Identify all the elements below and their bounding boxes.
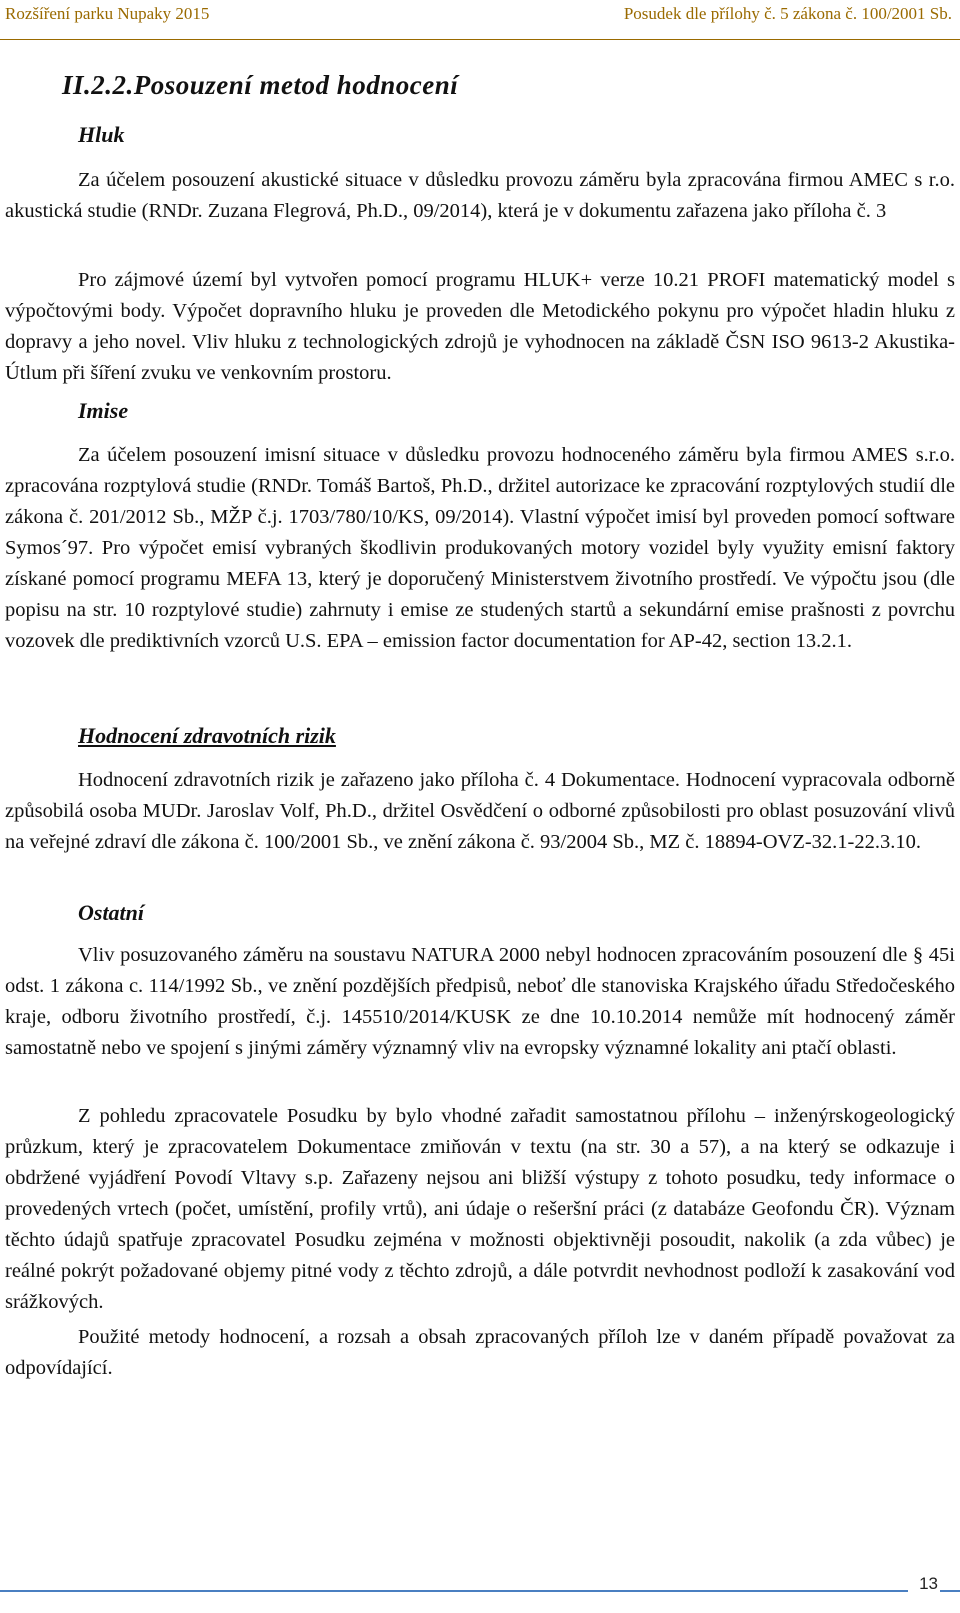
paragraph-ostatni-3-text: Použité metody hodnocení, a rozsah a obsah zpracovaných příloh lze v daném případě považovat za odpovídající. [5,1326,955,1379]
paragraph-hluk-2-text: Pro zájmové území byl vytvořen pomocí programu HLUK+ verze 10.21 PROFI matematický model s výpočtovými body. Výpočet dopravního hluku je proveden dle Metodického pokynu pro výpočet hladin hluku z dopravy a jeho novel. Vliv hluku z technologických zdrojů je vyhodnocen na základě ČSN ISO 9613-2 Akustika-Útlum při šíření zvuku ve venkovním prostoru. [5,269,955,384]
page-number: 13 [919,1574,938,1593]
paragraph-hluk-2 [5,265,955,389]
paragraph-ostatni-1 [5,940,955,1064]
header-right: Posudek dle přílohy č. 5 zákona č. 100/2001 Sb. [623,4,952,23]
paragraph-ostatni-2 [5,1101,955,1318]
page-header [0,0,960,40]
heading-hluk: Hluk [78,122,125,147]
section-title: II.2.2.Posouzení metod hodnocení [62,70,459,100]
paragraph-zdravi-1 [5,765,955,858]
paragraph-hluk-1 [5,165,955,227]
paragraph-imise-1 [5,440,955,657]
paragraph-zdravi-1-text: Hodnocení zdravotních rizik je zařazeno jako příloha č. 4 Dokumentace. Hodnocení vypracovala odborně způsobilá osoba MUDr. Jaroslav Volf, Ph.D., držitel Osvědčení o odborné způsobilosti pro oblast posuzování vlivů na veřejné zdraví dle zákona č. 100/2001 Sb., ve znění zákona č. 93/2004 Sb., MZ č. 18894-OVZ-32.1-22.3.10. [5,769,955,853]
paragraph-ostatni-1-text: Vliv posuzovaného záměru na soustavu NATURA 2000 nebyl hodnocen zpracováním posouzení dle § 45i odst. 1 zákona c. 114/1992 Sb., ve znění pozdějších předpisů, neboť dle stanoviska Krajského úřadu Středočeského kraje, odboru životního prostředí, č.j. 145510/2014/KUSK ze dne 10.10.2014 nemůže mít hodnocený záměr samostatně nebo ve spojení s jinými záměry významný vliv na evropsky významné lokality ani ptačí oblasti. [5,944,955,1059]
paragraph-imise-1-text: Za účelem posouzení imisní situace v důsledku provozu hodnoceného záměru byla firmou AMES s.r.o. zpracována rozptylová studie (RNDr. Tomáš Bartoš, Ph.D., držitel autorizace ke zpracování rozptylových studií dle zákona č. 201/2012 Sb., MŽP č.j. 1703/780/10/KS, 09/2014). Vlastní výpočet imisí byl proveden pomocí software Symos´97. Pro výpočet emisí vybraných škodlivin produkovaných motory vozidel byly využity emisní faktory získané pomocí programu MEFA 13, který je doporučený Ministerstvem životního prostředí. Ve výpočtu jsou (dle popisu na str. 10 rozptylové studie) zahrnuty i emise ze studených startů a sekundární emise prašnosti z povrchu vozovek dle prediktivních vzorců U.S. EPA – emission factor documentation for AP-42, section 13.2.1. [5,444,955,652]
paragraph-ostatni-2-text: Z pohledu zpracovatele Posudku by bylo vhodné zařadit samostatnou přílohu – inženýrskogeologický průzkum, který je zpracovatelem Dokumentace zmiňován v textu (na str. 30 a 57), a na který se odkazuje i obdržené vyjádření Povodí Vltavy s.p. Zařazeny nejsou ani bližší výstupy z tohoto posudku, tedy informace o provedených vrtech (počet, umístění, profily vrtů), ani údaje o rešeršní práci (z databáze Geofondu ČR). Význam těchto údajů spatřuje zpracovatel Posudku zejména v možnosti objektivněji posoudit, nakolik (a zda vůbec) je reálné pokrýt požadované objemy pitné vody z těchto zdrojů, a dále potvrdit nevhodnost podloží k zasakování vod srážkových. [5,1105,955,1313]
heading-ostatni: Ostatní [78,900,145,925]
heading-zdravotni-rizika: Hodnocení zdravotních rizik [78,723,336,748]
header-left: Rozšíření parku Nupaky 2015 [5,4,210,23]
paragraph-hluk-1-text: Za účelem posouzení akustické situace v důsledku provozu záměru byla zpracována firmou AMEC s r.o. akustická studie (RNDr. Zuzana Flegrová, Ph.D., 09/2014), která je v dokumentu zařazena jako příloha č. 3 [5,169,955,222]
paragraph-ostatni-3 [5,1322,955,1384]
footer-line [0,1590,960,1592]
heading-imise: Imise [78,398,129,423]
